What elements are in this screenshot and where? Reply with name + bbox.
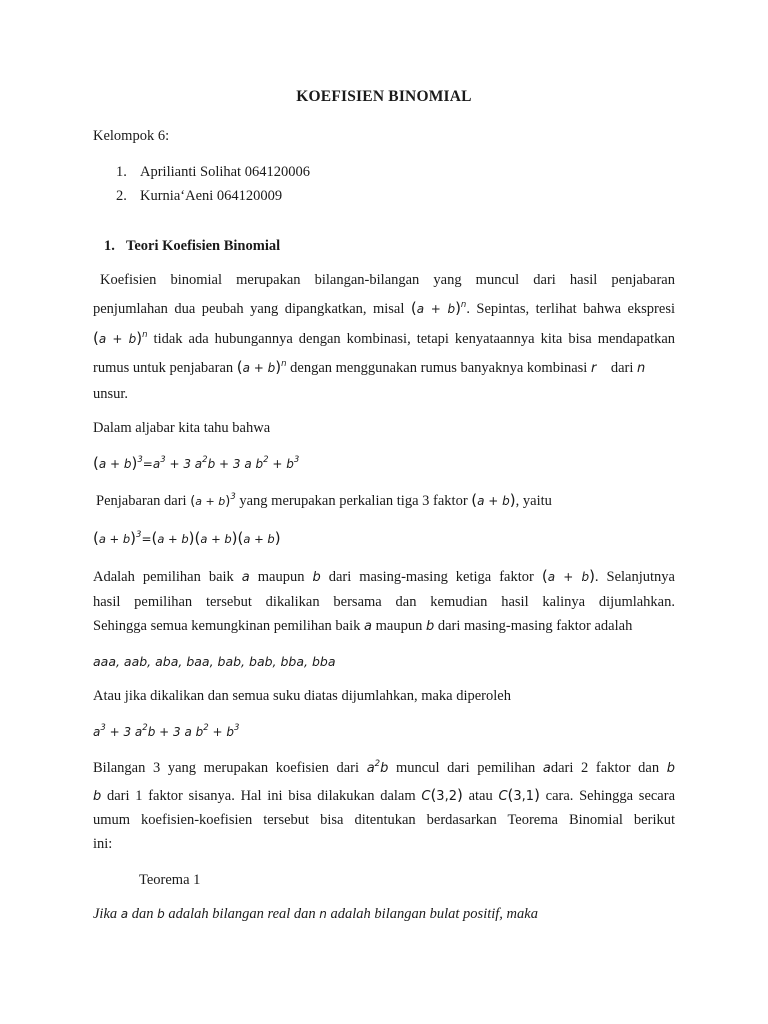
paragraph-line: Dalam aljabar kita tahu bahwa bbox=[93, 420, 271, 436]
math-equation: $(a + b)^3=(a + b)(a + b)(a + b)$ bbox=[93, 529, 281, 547]
paragraph-line: penjumlahan dua peubah yang dipangkatkan, misal $(a + b)^n$. Sepintas, terlihat bahwa ekspresi bbox=[93, 299, 675, 317]
member-name: Aprilianti Solihat 064120006 bbox=[140, 164, 310, 180]
paragraph-line: Bilangan 3 yang merupakan koefisien dari $a^2b$ muncul dari pemilihan adari 2 faktor dan b bbox=[93, 759, 676, 776]
math-equation: $(a + b)^3=a^3 + 3$ $a^2b + 3$ a $b^2 + b^3$ bbox=[93, 454, 300, 472]
paragraph-line: Adalah pemilihan baik a maupun b dari masing-masing ketiga faktor (a + b). Selanjutnya bbox=[93, 567, 675, 585]
member-list-item bbox=[116, 162, 310, 182]
theorem-statement: Jika a dan b adalah bilangan real dan n adalah bilangan bulat positif, maka bbox=[93, 906, 538, 922]
paragraph-line: b dari 1 faktor sisanya. Hal ini bisa dilakukan dalam C(3,2) atau C(3,1) cara. Sehingga secara bbox=[93, 786, 676, 804]
list-number: 2. bbox=[116, 188, 127, 204]
section-title: Teori Koefisien Binomial bbox=[126, 238, 281, 254]
page-title: KOEFISIEN BINOMIAL bbox=[296, 88, 472, 105]
math-equation: $a^3 + 3$ $a^2b + 3$ a $b^2 + b^3$ bbox=[93, 723, 240, 739]
paragraph-line: $(a + b)^n$ tidak ada hubungannya dengan kombinasi, tetapi kenyataannya kita bisa mendapatkan bbox=[93, 329, 676, 347]
paragraph-line: Sehingga semua kemungkinan pemilihan baik a maupun b dari masing-masing faktor adalah bbox=[93, 618, 633, 634]
paragraph-line: Koefisien binomial merupakan bilangan-bilangan yang muncul dari hasil penjabaran bbox=[100, 272, 675, 288]
section-number: 1. bbox=[104, 238, 115, 254]
paragraph-line: unsur. bbox=[93, 386, 129, 402]
paragraph-line: ini: bbox=[93, 836, 113, 852]
selection-list: aaa, aab, aba, baa, bab, bab, bba, bba bbox=[93, 654, 336, 669]
member-name: Kurnia‘Aeni 064120009 bbox=[140, 188, 283, 204]
paragraph-line: Penjabaran dari $(a + b)^3$ yang merupakan perkalian tiga 3 faktor (a + b), yaitu bbox=[96, 491, 552, 509]
section-heading bbox=[104, 236, 281, 256]
paragraph-line: Atau jika dikalikan dan semua suku diatas dijumlahkan, maka diperoleh bbox=[93, 688, 511, 704]
paragraph-line: rumus untuk penjabaran $(a + b)^n$ dengan menggunakan rumus banyaknya kombinasi r dari n bbox=[93, 358, 646, 376]
theorem-label: Teorema 1 bbox=[139, 872, 201, 888]
list-number: 1. bbox=[116, 164, 127, 180]
group-label: Kelompok 6: bbox=[93, 128, 170, 144]
member-list-item bbox=[116, 186, 283, 206]
paragraph-line: umum koefisien-koefisien tersebut bisa ditentukan berdasarkan Teorema Binomial berikut bbox=[93, 812, 675, 828]
paragraph-line: hasil pemilihan tersebut dikalikan bersama dan kemudian hasil kalinya dijumlahkan. bbox=[93, 594, 675, 610]
